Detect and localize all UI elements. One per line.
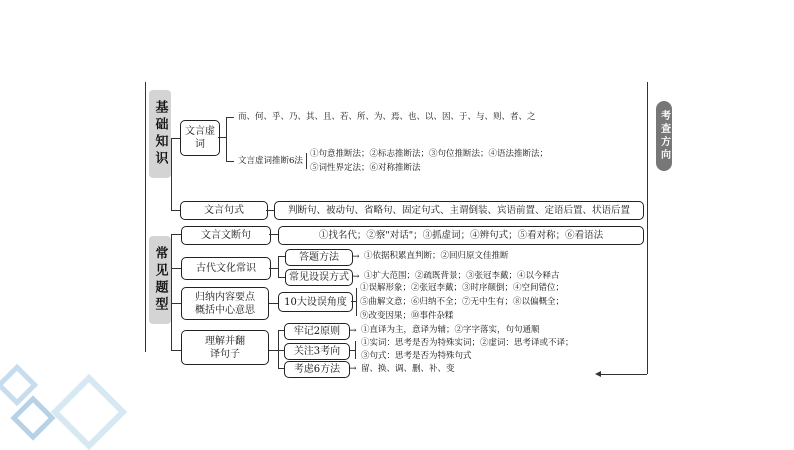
- wenyan-jushi-box: 文言句式: [180, 201, 268, 220]
- basic-bracket-line: [171, 138, 172, 210]
- arrow-icon: →: [352, 272, 360, 282]
- xuci-bracket: [218, 137, 226, 138]
- fanyi-connector: [269, 350, 278, 351]
- arrow-icon: →: [352, 252, 360, 262]
- wenyan-xuci-box: 文言虚词: [180, 120, 220, 156]
- guina-connector: [269, 303, 278, 304]
- guina-sub-box: 10大设误角度: [278, 292, 353, 312]
- common-connector: [171, 234, 181, 235]
- xuci-bracket: [226, 117, 227, 161]
- xuci-word-list: 而、何、乎、乃、其、且、若、所、为、焉、也、以、因、于、与、则、者、之: [238, 112, 536, 122]
- fanyi-sub3-content: 留、换、调、删、补、变: [361, 364, 455, 374]
- common-bracket-line: [171, 234, 172, 350]
- decorative-diamond: [51, 374, 127, 450]
- xuci-method-line1: ①句意推断法；②标志推断法；③句位推断法；④语法推断法；: [310, 149, 549, 159]
- wenhua-bracket: [278, 256, 279, 277]
- fanyi-sub2-line1: ①实词：思考是否为特殊实词；②虚词：思考译或不译；: [361, 338, 574, 348]
- category-basic: 基础知识: [149, 90, 171, 178]
- jushi-connector: [266, 210, 274, 211]
- xuci-bracket: [226, 117, 234, 118]
- fanyi-sub1-content: ①直译为主，意译为辅；②字字落实，句句通顺: [361, 325, 540, 335]
- basic-connector: [171, 210, 180, 211]
- guina-box: 归纳内容要点概括中心意思: [181, 287, 269, 320]
- wenhua-sub1-box: 答题方法: [285, 249, 353, 266]
- duanju-content: ①找名代；②察"对话"；③抓虚词；④辨句式；⑤看对称；⑥看语法: [278, 226, 644, 245]
- common-connector: [171, 268, 181, 269]
- duanju-connector: [269, 234, 278, 235]
- wenhua-sub2-box: 常见设误方式: [285, 269, 353, 286]
- sub2-bracket: [355, 341, 356, 359]
- fanyi-sub1-box: 牢记2原则: [284, 323, 350, 340]
- duanju-box: 文言文断句: [181, 226, 271, 245]
- wenhua-bracket: [269, 268, 278, 269]
- fanyi-box: 理解并翻译句子: [181, 330, 269, 365]
- basic-connector: [171, 138, 180, 139]
- arrow-icon: →: [349, 326, 357, 336]
- main-right-line: [647, 82, 648, 374]
- main-left-line: [145, 82, 146, 352]
- wenhua-bracket: [278, 277, 285, 278]
- guina-bracket: [356, 288, 357, 316]
- fanyi-bracket: [278, 330, 279, 368]
- guina-line2: ⑤曲解文意；⑥归纳不全；⑦无中生有；⑧以偏概全；: [360, 297, 565, 307]
- fanyi-sub2-box: 关注3考向: [284, 343, 350, 360]
- wenyan-jushi-content: 判断句、被动句、省略句、固定句式、主谓倒装、宾语前置、定语后置、状语后置: [274, 201, 644, 220]
- method-bracket: [306, 153, 307, 169]
- xuci-method-label: 文言虚词推断6法: [238, 156, 303, 166]
- side-label: 考查方向: [656, 101, 672, 171]
- guina-line1: ①误解形象；②张冠李戴；③时序颠倒；④空间错位；: [360, 283, 565, 293]
- arrow-icon: →: [349, 364, 357, 374]
- wenhua-sub2-content: ①扩大范围；②疏既背景；③张冠李戴；④以今释古: [364, 271, 560, 281]
- fanyi-sub3-box: 考虑6方法: [284, 361, 350, 378]
- return-line: [600, 374, 647, 375]
- wenhua-bracket: [278, 256, 285, 257]
- common-connector: [171, 350, 181, 351]
- guina-line3: ⑨改变因果；⑩事件杂糅: [360, 311, 454, 321]
- category-common: 常见题型: [149, 236, 171, 324]
- xuci-method-line2: ⑤词性界定法；⑥对称推断法: [310, 163, 421, 173]
- wenhua-sub1-content: ①依据积累直判断；②回归原文佳推断: [364, 251, 509, 261]
- fanyi-sub2-line2: ③句式：思考是否为特殊句式: [361, 351, 472, 361]
- common-connector: [171, 303, 181, 304]
- wenhua-box: 古代文化常识: [181, 257, 271, 280]
- return-arrow-icon: [595, 371, 601, 377]
- xuci-bracket: [226, 161, 234, 162]
